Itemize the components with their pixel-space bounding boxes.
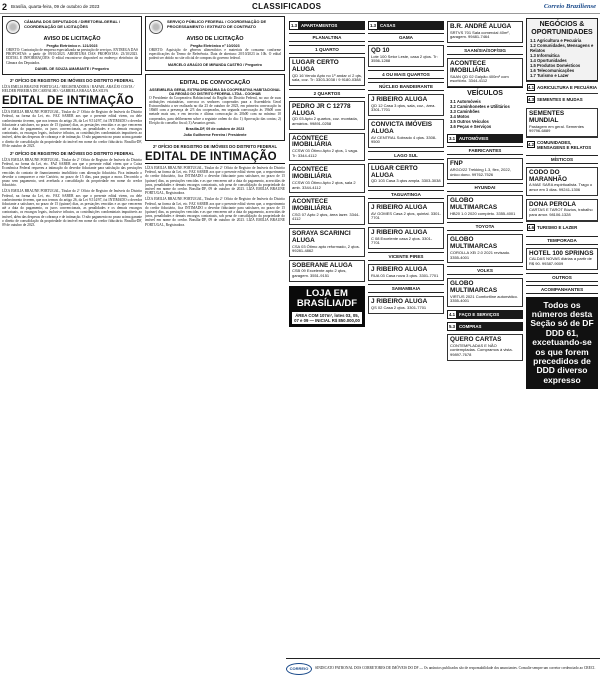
classified-ad: HOTEL 100 SPRINGS CALDAS NOVAS diárias a partir de R$ 90. 99387-9009 (526, 248, 598, 270)
notice-title: AVISO DE LICITAÇÃO (43, 36, 101, 42)
subsection-1-quarto: 1 QUARTO (289, 45, 365, 54)
classified-ad: ACONTECE IMOBILIÁRIA CCSW 03 Ótimo Apto 2 qtos, sala 2 amb. 3344-4112 (289, 164, 365, 193)
loja-brasilia-ad: LOJA EM BRASÍLIA/DF ÁREA COM 107m², lotes 03, 05, 07 e 09 — INICIAL R$ 850.000,00 (289, 286, 365, 327)
classified-ad: GLOBO MULTIMARCAS VIRTUS 2021 Comfortline automático. 3355-4001 (447, 278, 523, 307)
classified-ad: DONA PEROLA CARTAS E TAROT Búzios, trabalho para amor. 98106-1328 (526, 199, 598, 221)
subsection-temporada: TEMPORADA (526, 236, 598, 245)
category-casas: 1.3 CASAS (368, 21, 444, 30)
edital-intimacao-body-3: LÍZA EMILIA BRAUNE PORTUGAL, Titular do 2º Ofício de Registro de Imóveis do Distrito Federal, na forma da Lei, etc. FAZ SABER aos que o presente edital virem, ou dele conhecimento tiverem, que nos termos do artigo 26, da Lei 9.514/97, foi INTIMADO o devedor fiduciante a satisfazer, no prazo de 15 (quinze) dias, as prestações vencidas e as que vencerem até a data do pagamento, os juros convencionais, as penalidades e os demais encargos contratuais, os encargos legais, inclusive tributos, as contribuições condominiais imputáveis ao imóvel, além das despesas de cobrança e de intimação. O não pagamento no prazo acima garante o direito de consolidação da propriedade do imóvel em nome do credor fiduciário. Brasília-DF, 09 de outubro de 2023. (2, 189, 142, 228)
notice-body: OBJETO: Aquisição de gêneros alimentícios e materiais de consumo conforme especificações do Termo de Referência. Data de abertura: 20/10/2023 às 10h. O edital poderá ser obtido no site oficial de compras do governo federal. (149, 48, 281, 61)
notice-subtitle: Pregão Eletrônico nº 10/2023 (190, 44, 240, 48)
subsection-vicente-pires: VICENTE PIRES (368, 252, 444, 261)
subsection-volks: VOLKS (447, 266, 523, 275)
edital-intimacao-body-2: LÍZA EMILIA BRAUNE PORTUGAL, Titular do 2º Ofício de Registro de Imóveis do Distrito Federal, na forma da Lei, etc. FAZ SABER aos que o presente edital virem que, a requerimento do credor fiduciário, fica INTIMADO o devedor fiduciante para satisfazer, no prazo de 15 (quinze) dias, as prestações vencidas e as que vencerem até a data do pagamento, acrescidas de juros, penalidades e demais encargos contratuais, sob pena de consolidação da propriedade do imóvel em nome do credor. Brasília-DF, 09 de outubro de 2023. LÍZA EMILIA BRAUNE PORTUGAL, Registradora. (145, 197, 285, 227)
subsection-outros: OUTROS (526, 273, 598, 282)
federal-notice (145, 16, 285, 71)
subsection-toyota: TOYOTA (447, 222, 523, 231)
ddd-notice: Todos os números desta Seção só de DF DDD 61, excetuando-se os que forem precedidos de DDD diverso expresso (526, 297, 598, 390)
classified-ad: LUGAR CERTO ALUGA QD 103 Casa 3 qtos ampla. 3303-3038 (368, 163, 444, 187)
category-sementes: 4.3 SEMENTES E MUDAS (526, 93, 598, 105)
subsection-lago-sul: LAGO SUL (368, 151, 444, 160)
subsection-taguatinga: TAGUATINGA (368, 190, 444, 199)
classified-ad: GLOBO MULTIMARCAS COROLLA XEi 2.0 2021 revisado. 3355-4001 (447, 234, 523, 263)
registry-staff: LÍZA EMILIA BRAUNE PORTUGAL / REGISTRADORA / RAFAEL ARAÚJO COSTA / HELDER PEREIRA DE CARVALHO / GABRIELA BRAGA DA SILVA (2, 84, 135, 94)
category-agricultura: 4.1 AGRICULTURA E PECUÁRIA (526, 81, 598, 93)
subsection-nucleo-bandeirante: NÚCLEO BANDEIRANTE (368, 82, 444, 91)
index-title: NEGÓCIOS & OPORTUNIDADES (531, 21, 593, 36)
classified-ad: LUGAR CERTO ALUGA QD 16 Vendo Apto no 1º andar c/ 2 qts, sala, coz. Tr: 3303-3038 / 9 9180-0388 (289, 57, 365, 86)
subsection-hyundai: HYUNDAI (447, 183, 523, 192)
convocacao-notice (145, 74, 285, 141)
classified-ad: PEDRO JR C 12778 ALUGA QD 03 Apto 2 quartos, coz. montada, armários. 99891-0258 (289, 101, 365, 130)
classified-ad: J RIBEIRO ALUGA QD 12 Casa 3 qtos, sala, coz., área. 3301-7701 (368, 94, 444, 116)
convocacao-place: Brasília-DF, 09 de outubro de 2023 (185, 127, 245, 132)
legal-column-2 (145, 16, 285, 677)
registry-header-2: 2º OFÍCIO DE REGISTRO DE IMÓVEIS DO DISTRITO FEDERAL (9, 151, 135, 157)
classified-ad: CONVICTA IMÓVEIS ALUGA AV CENTRAL Sobrado 4 qtos. 3308-9500 (368, 119, 444, 148)
registry-header: 2º OFÍCIO DE REGISTRO DE IMÓVEIS DO DISTRITO FEDERAL (9, 77, 135, 83)
classified-ad: J RIBEIRO ALUGA AV GOMES Casa 2 qtos, quintal. 3301-7701 (368, 202, 444, 224)
coat-of-arms-icon (6, 20, 20, 34)
convocacao-subtitle: ASSEMBLEIA GERAL EXTRAORDINÁRIA DA COOPERATIVA HABITACIONAL DA REGIÃO DO DISTRITO FEDERAL LTDA - COOHAB (149, 87, 281, 96)
edital-intimacao-body: LÍZA EMILIA BRAUNE PORTUGAL, Titular do 2º Ofício de Registro de Imóveis do Distrito Federal, na forma da Lei, etc. FAZ SABER aos que o presente edital virem, ou dele conhecimento tiverem, que nos termos do artigo 26, da Lei 9.514/97, foi INTIMADO o devedor fiduciante a satisfazer, no prazo de 15 (quinze) dias, as prestações vencidas e as que vencerem até a data do pagamento, os juros convencionais, as penalidades e os demais encargos contratuais, os encargos legais, inclusive tributos, as contribuições condominiais imputáveis ao imóvel, além das despesas de cobrança e de intimação. O não pagamento no prazo acima garante o direito de consolidação da propriedade do imóvel em nome do credor fiduciário. Brasília-DF, 09 de outubro de 2023. (2, 110, 142, 148)
classified-ad: ACONTECE IMOBILIÁRIA SAAN QD 02 Galpão 400m² com escritório. 3344-4112 (447, 58, 523, 87)
edital-intimacao-heading: EDITAL DE INTIMAÇÃO (2, 95, 142, 108)
category-automoveis: 3.1 AUTOMÓVEIS (447, 134, 523, 143)
footer-text: SINDICATO PATRONAL DOS CORRETORES DE IMÓVEIS DO DF — Os anúncios publicados são de responsabilidade dos anunciantes. Consulte sempre um corretor credenciado ao CRECI. (315, 666, 596, 671)
edital-intimacao-heading: EDITAL DE INTIMAÇÃO (145, 151, 285, 164)
convocacao-body: O Presidente da Cooperativa Habitacional da Região do Distrito Federal, no uso de suas atribuições estatutárias, convoca os senhores cooperados para a Assembleia Geral Extraordinária a ser realizada no dia 23 de outubro de 2023, em primeira convocação às 18h00 com a presença de 2/3 dos cooperados, em segunda convocação às 19h00 com metade mais um, e em terceira e última convocação às 20h00 com no mínimo 10 cooperados, para deliberarem sobre a seguinte ordem do dia: 1) Aprovação das contas; 2) Eleição do conselho fiscal; 3) Assuntos gerais. (149, 95, 281, 125)
classified-ad: QUERO CARTAS CONTEMPLADAS E NÃO contempladas. Compramos à vista. 99897-7678 (447, 334, 523, 361)
registry-header: 2º OFÍCIO DE REGISTRO DE IMÓVEIS DO DISTRITO FEDERAL (152, 144, 278, 150)
classified-ad: CODO DO MARANHÃO A MAE SARA espiritualista. Trago o amor em 3 dias. 99241-1306 (526, 167, 598, 196)
page-number: 2 (2, 1, 8, 12)
classified-ad: B.R. ANDRÉ ALUGA SRTVS 701 Sala comercial 40m², garagem. 99481-7464 (447, 21, 523, 43)
notice-org: CÂMARA DOS DEPUTADOS / DIRETORIA-GERAL / COORDENAÇÃO DE LICITAÇÕES (24, 19, 121, 29)
category-servicos: 4.1 FAÇO E SERVIÇOS (447, 310, 523, 319)
classifieds-index-column (526, 18, 598, 658)
classifieds-column-b (368, 18, 444, 658)
category-comunidades: 4.2 COMUNIDADES, MENSAGENS E RELATOS (526, 137, 598, 152)
subsection-saan: SAAN/SIA/SOF/SIG (447, 46, 523, 55)
index-list: 1.1 Agricultura e Pecuária 1.2 Comunidades, Mensagens e Relatos 1.3 Informática 1.4 Oportunidades 1.5 Produtos Domésticos 1.6 Telecomunicações 1.7 Turismo e Lazer (530, 38, 594, 78)
classified-ad: GLOBO MULTIMARCAS HB20 1.0 2020 completo. 3355-4001 (447, 195, 523, 219)
classifieds-column-a (289, 18, 365, 658)
notice-title: AVISO DE LICITAÇÃO (186, 36, 244, 42)
correio-logo-icon: CORREIO (286, 663, 312, 675)
subsection-samambaia: SAMAMBAIA (368, 284, 444, 293)
vehicles-heading: VEÍCULOS (447, 87, 523, 100)
vehicles-index: 3.1 Automóveis 3.2 Caminhonetes e Utilitários 3.3 Caminhões 3.4 Motos 3.5 Outros Veículos 3.6 Peças e Serviços (450, 99, 510, 130)
classified-ad: J RIBEIRO ALUGA RUA 03 Casa nova 3 qtos. 3301-7701 (368, 264, 444, 281)
classifieds-column-c (447, 18, 523, 658)
subsection-acompanhantes: ACOMPANHANTES (526, 285, 598, 294)
subsection-2-quartos: 2 QUARTOS (289, 89, 365, 98)
edital-intimacao-body: LÍZA EMILIA BRAUNE PORTUGAL, Titular do 2º Ofício de Registro de Imóveis do Distrito Federal, na forma da Lei, etc. FAZ SABER aos que o presente edital virem que, a requerimento do credor fiduciário, fica INTIMADO o devedor fiduciante para satisfazer, no prazo de 15 (quinze) dias, as prestações vencidas e as que vencerem até a data do pagamento, acrescidas de juros, penalidades e demais encargos contratuais, sob pena de consolidação da propriedade do imóvel em nome do credor. Brasília-DF, 09 de outubro de 2023. LÍZA EMILIA BRAUNE PORTUGAL, Registradora. (145, 166, 285, 196)
notice-subtitle: Pregão Eletrônico n. 121/2023 (46, 44, 98, 48)
classified-ad: ACONTECE IMOBILIÁRIA CSG 07 Apto 2 qtos, área lazer. 3344-4112 (289, 196, 365, 225)
subsection-misticos: MÍSTICOS (526, 155, 598, 164)
date-line: Brasília, quarta-feira, 09 de outubro de 2023 (11, 4, 100, 9)
section-title: CLASSIFICADOS (252, 2, 322, 11)
category-compras: 5.3 COMPRAS (447, 322, 523, 331)
notice-org: SERVIÇO PÚBLICO FEDERAL / COORDENAÇÃO DE PROCESSAMENTO / EXTRATO DE CONTRATO (167, 19, 267, 29)
classified-ad: SOBERANE ALUGA CSB 09 Excelente apto 2 qtos, garagem. 3551-9151 (289, 260, 365, 282)
convocacao-signer: João Guilherme Ferreira / Presidente (183, 133, 247, 138)
notice-signer: DANIEL DE SOUZA AMARANTE / Pregoeiro (35, 66, 109, 71)
edital-intimacao-body-2: LÍZA EMILIA BRAUNE PORTUGAL, Titular do 2º Ofício de Registro de Imóveis do Distrito Federal, na forma da Lei, etc. FAZ SABER aos que o presente edital virem que a Caixa Econômica Federal requereu a intimação do devedor fiduciante para satisfação das prestações vencidas do contrato de financiamento imobiliário com alienação fiduciária. Fica intimado o devedor a comparecer a este Cartório, no prazo de 15 dias, para purgar a mora. Decorrido o prazo sem pagamento, será averbada a consolidação da propriedade em nome do credor fiduciário. (2, 158, 142, 188)
coat-of-arms-icon (149, 20, 163, 34)
classified-ad: FNP ARGO/22 Trekking 1.3, flex, 2022, único dono. 99762-7526 (447, 158, 523, 180)
classified-ad: J RIBEIRO ALUGA QS 02 Casa 2 qtos. 3301-7701 (368, 296, 444, 313)
subsection-fabricantes: FABRICANTES (447, 146, 523, 155)
classified-ad: J RIBEIRO ALUGA C 08 Excelente casa 2 qtos. 3301-7701 (368, 227, 444, 249)
convocacao-heading: EDITAL DE CONVOCAÇÃO (179, 79, 251, 86)
legal-column-1 (2, 16, 142, 677)
category-turismo: 4.6 TURISMO E LAZER (526, 221, 598, 233)
subsection-4-quartos: 4 OU MAIS QUARTOS (368, 70, 444, 79)
classified-ad: SORAYA SCARINCI ALUGA CSA 03 Ótimo apto reformado, 2 qtos. 99281-4862 (289, 228, 365, 257)
subsection-gama: GAMA (368, 33, 444, 42)
notice-signer: MARCELO ARAÚJO DE MIRANDA CASTRO / Pregoeiro (168, 62, 262, 67)
classified-ad: SEMENTES MUNDIAL Pastagem em geral. Sementes 99796-6889 (526, 108, 598, 137)
classified-ad: QD 10 Lote 100 Setor Leste, casa 2 qtos. Tr: 3556-1288 (368, 45, 444, 67)
classified-ad: ACONTECE IMOBILIÁRIA CCSW 03 Ótimo Apto 2 qtos, 1 vaga. Tr: 3344-4112 (289, 133, 365, 162)
newspaper-name: Correio Braziliense (543, 3, 596, 10)
subsection-planaltina: PLANALTINA (289, 33, 365, 42)
licitacao-notice (2, 16, 142, 75)
negocios-index (526, 18, 598, 81)
category-apartamentos: 1.3 APARTAMENTOS (289, 21, 365, 30)
notice-body: OBJETO: Contratação de empresa especializada na prestação de serviços. ENTREGA DAS PROPOSTAS: a partir de 09/10/2023. ABERTURA DAS PROPOSTAS: 23/10/2023. EDITAL E INFORMAÇÕES: O edital encontra-se disponível no endereço eletrônico da Câmara dos Deputados. (6, 48, 138, 65)
masthead (0, 0, 600, 14)
footer-bar (286, 658, 600, 678)
